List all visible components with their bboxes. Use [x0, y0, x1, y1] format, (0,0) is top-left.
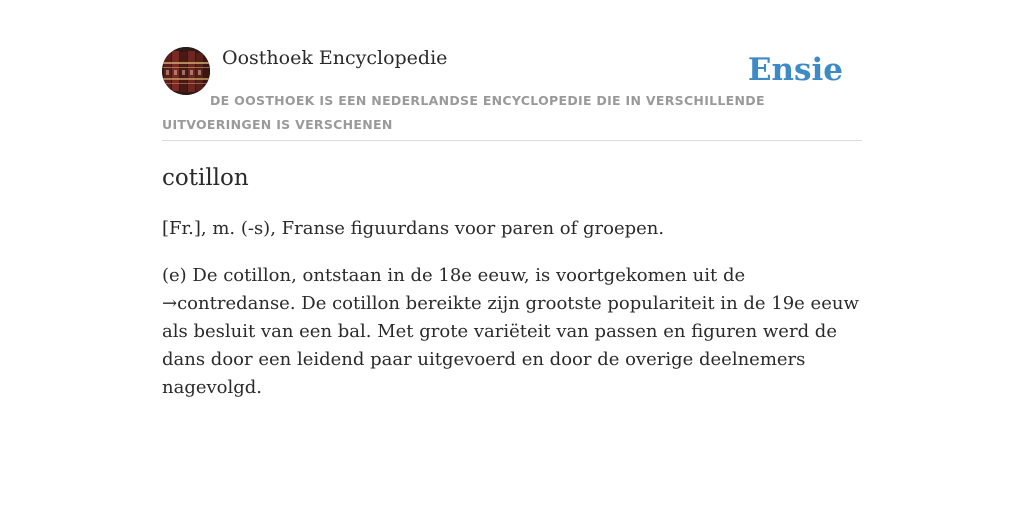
site-header: [162, 46, 862, 141]
ensie-logo-link[interactable]: Ensie: [747, 52, 843, 88]
body-paragraph: [162, 262, 862, 402]
site-title[interactable]: Oosthoek Encyclopedie: [222, 47, 448, 69]
body-text-start: (e) De cotillon, ontstaan in de 18e eeuw, is voortgekomen uit de: [162, 265, 746, 286]
site-avatar[interactable]: [162, 47, 210, 95]
site-tagline: DE OOSTHOEK IS EEN NEDERLANDSE ENCYCLOPEDIE DIE IN VERSCHILLENDE UITVOERINGEN IS VERSCHENEN: [162, 93, 765, 132]
definition-paragraph: [Fr.], m. (-s), Franse figuurdans voor paren of groepen.: [162, 218, 665, 239]
link-label: contredanse: [177, 293, 290, 314]
book-spines-icon: [162, 47, 210, 95]
contredanse-link[interactable]: [162, 293, 290, 314]
article: [162, 162, 862, 402]
arrow-icon: →: [162, 293, 178, 314]
body-text-end: . De cotillon bereikte zijn grootste populariteit in de 19e eeuw als besluit van een bal. Met grote variëteit van passen en figuren werd de dans door een leidend paar uitgevoerd en door de overige deelnemers nagevolgd.: [162, 293, 859, 398]
entry-title: cotillon: [162, 165, 249, 191]
